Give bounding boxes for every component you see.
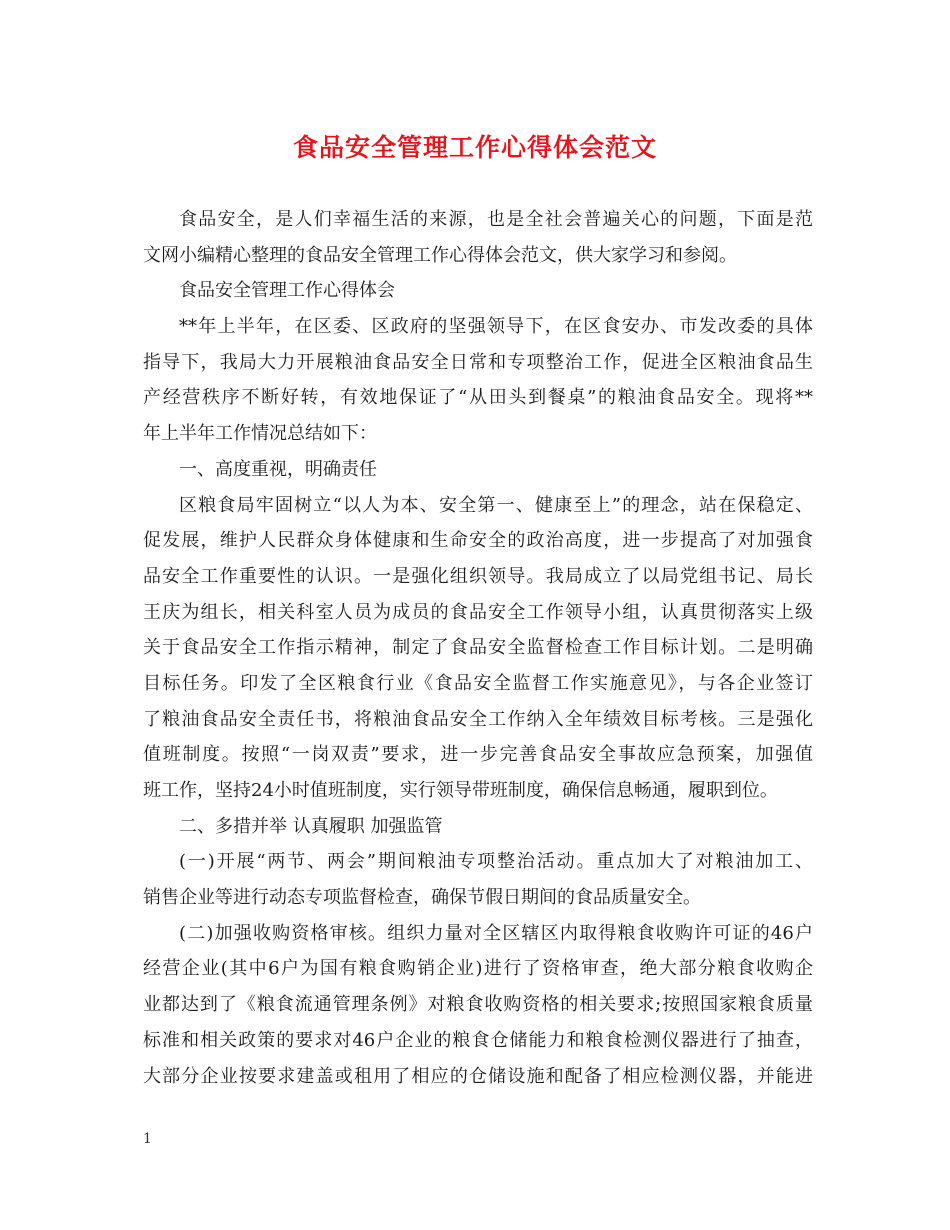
- paragraph-line: 年上半年工作情况总结如下：: [143, 423, 377, 445]
- paragraph-line: 值班制度。按照“一岗双责”要求，进一步完善食品安全事故应急预案，加强值: [143, 744, 813, 766]
- paragraph-line: 大部分企业按要求建盖或租用了相应的仓储设施和配备了相应检测仪器，并能进: [143, 1065, 813, 1087]
- paragraph-line: 指导下，我局大力开展粮油食品安全日常和专项整治工作，促进全区粮油食品生: [143, 351, 813, 373]
- paragraph-line: 经营企业(其中6户为国有粮食购销企业)进行了资格审查，绝大部分粮食收购企: [143, 958, 813, 980]
- paragraph-line: 业都达到了《粮食流通管理条例》对粮食收购资格的相关要求;按照国家粮食质量: [143, 994, 813, 1016]
- paragraph-line: 产经营秩序不断好转，有效地保证了“从田头到餐桌”的粮油食品安全。现将**: [143, 387, 813, 409]
- paragraph-line: 区粮食局牢固树立“以人为本、安全第一、健康至上”的理念，站在保稳定、: [179, 494, 813, 516]
- paragraph-line: **年上半年，在区委、区政府的坚强领导下，在区食安办、市发改委的具体: [179, 316, 813, 338]
- paragraph-line: 关于食品安全工作指示精神，制定了食品安全监督检查工作目标计划。二是明确: [143, 637, 813, 659]
- page-number: 1: [143, 1131, 152, 1147]
- paragraph-line: (一)开展“两节、两会”期间粮油专项整治活动。重点加大了对粮油加工、: [179, 851, 813, 873]
- paragraph-line: 班工作，坚持24小时值班制度，实行领导带班制度，确保信息畅通，履职到位。: [143, 780, 778, 801]
- paragraph-line: 目标任务。印发了全区粮食行业《食品安全监督工作实施意见》，与各企业签订: [143, 672, 813, 694]
- paragraph-line: 王庆为组长，相关科室人员为成员的食品安全工作领导小组，认真贯彻落实上级: [143, 601, 813, 623]
- paragraph-line: 了粮油食品安全责任书，将粮油食品安全工作纳入全年绩效目标考核。三是强化: [143, 708, 813, 730]
- paragraph-line: 销售企业等进行动态专项监督检查，确保节假日期间的食品质量安全。: [143, 887, 701, 909]
- paragraph-line: (二)加强收购资格审核。组织力量对全区辖区内取得粮食收购许可证的46户: [179, 922, 813, 944]
- paragraph-line: 促发展，维护人民群众身体健康和生命安全的政治高度，进一步提高了对加强食: [143, 530, 813, 552]
- section-heading: 二、多措并举 认真履职 加强监管: [179, 815, 443, 837]
- paragraph-line: 品安全工作重要性的认识。一是强化组织领导。我局成立了以局党组书记、局长: [143, 565, 813, 587]
- section-heading: 一、高度重视，明确责任: [179, 458, 377, 480]
- paragraph-line: 标准和相关政策的要求对46户企业的粮食仓储能力和粮食检测仪器进行了抽查，: [143, 1029, 813, 1051]
- paragraph-line: 文网小编精心整理的食品安全管理工作心得体会范文，供大家学习和参阅。: [143, 244, 737, 266]
- document-title: 食品安全管理工作心得体会范文: [292, 133, 657, 162]
- section-heading: 食品安全管理工作心得体会: [179, 280, 395, 302]
- paragraph-line: 食品安全，是人们幸福生活的来源，也是全社会普遍关心的问题，下面是范: [179, 209, 813, 230]
- document-body: [143, 202, 813, 1094]
